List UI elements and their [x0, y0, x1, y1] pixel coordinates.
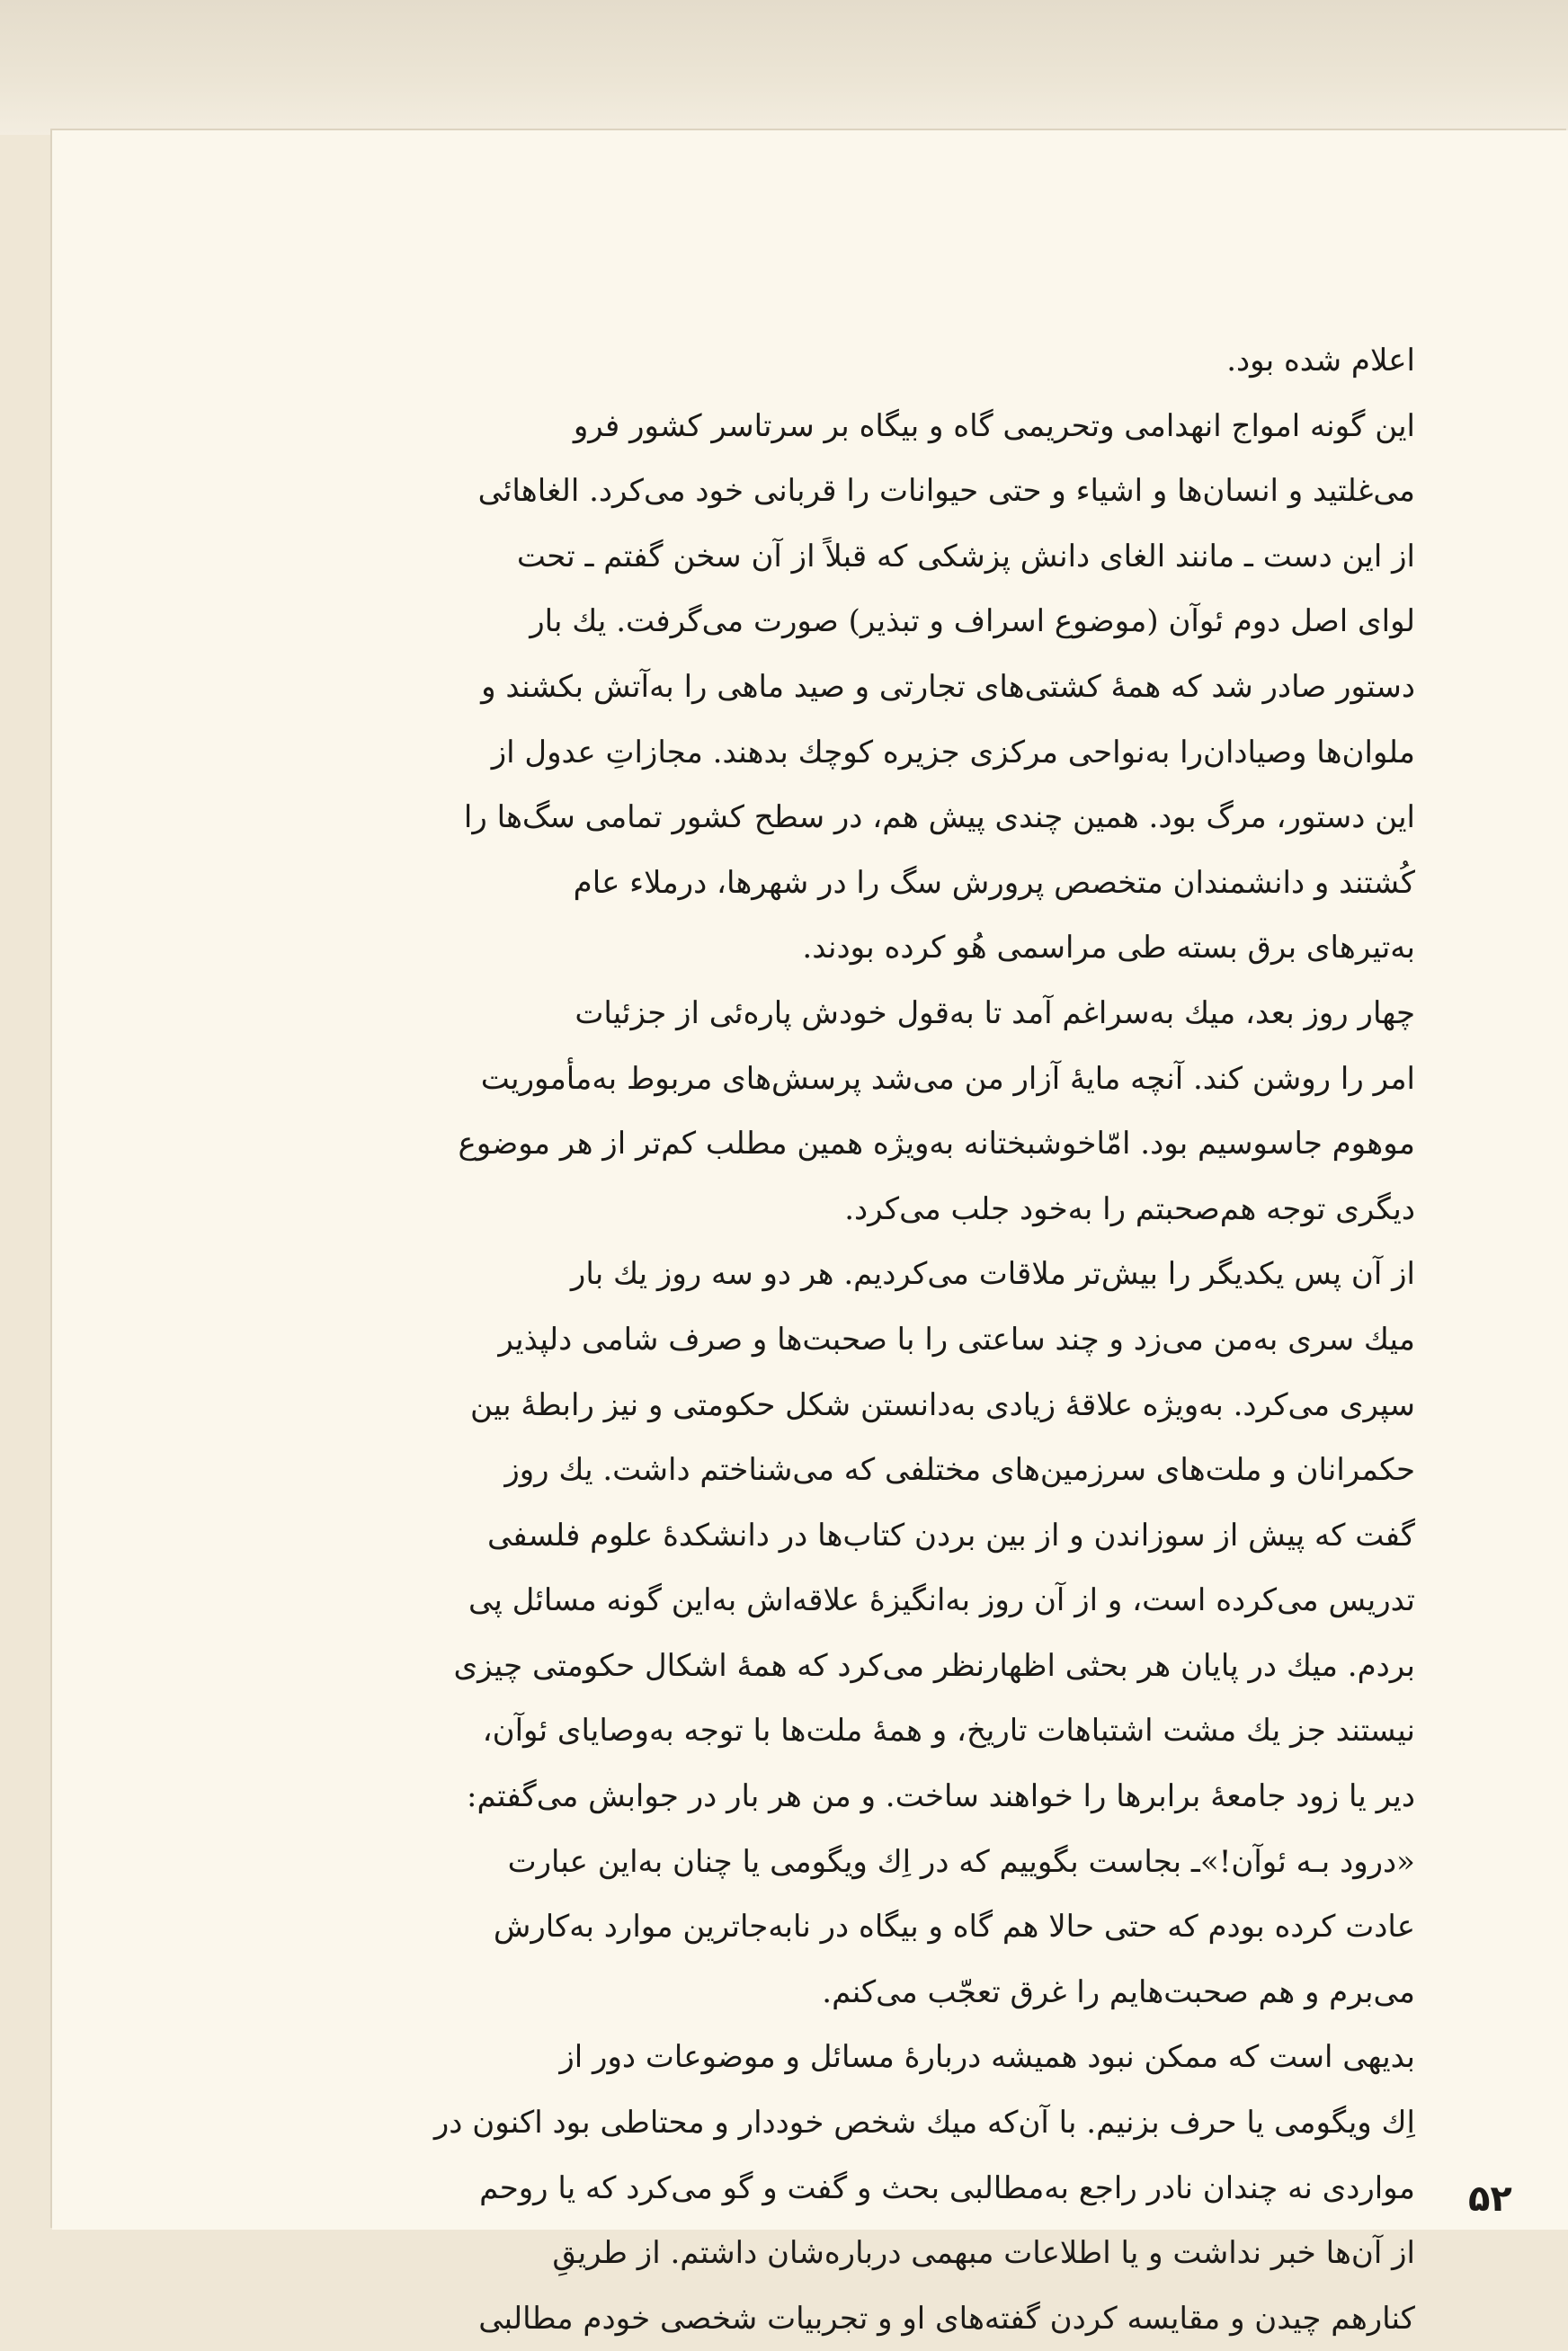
- text-line: این دستور، مرگ بود. همین چندی پیش هم، در سطح کشور تمامی سگ‌ها را: [463, 799, 1415, 836]
- text-line: اِك ویگومی یا حرف بزنیم. با آن‌که میك شخص خوددار و محتاطی بود اکنون در: [433, 2105, 1415, 2142]
- text-line: از آن‌ها خبر نداشت و یا اطلاعات مبهمی درباره‌شان داشتم. از طریقِ: [552, 2235, 1415, 2272]
- text-line: از آن پس یکدیگر را بیش‌تر ملاقات می‌کردیم. هر دو سه روز یك بار: [570, 1256, 1415, 1293]
- book-page: [52, 130, 1568, 2337]
- text-line: از این دست ـ مانند الغای دانش پزشکی که قبلاً از آن سخن گفتم ـ تحت: [516, 538, 1415, 574]
- text-line: حکمرانان و ملت‌های سرزمین‌های مختلفی که می‌شناختم داشت. یك روز: [504, 1452, 1415, 1489]
- text-line: نیستند جز یك مشت اشتباهات تاریخ، و همهٔ ملت‌ها با توجه به‌وصایای ئوآن،: [482, 1713, 1415, 1750]
- text-line: تدریس می‌کرده است، و از آن روز به‌انگیزهٔ علاقه‌اش به‌این گونه مسائل پی: [468, 1582, 1415, 1619]
- text-line: بدیهی است که ممکن نبود همیشه دربارهٔ مسائل و موضوعات دور از: [559, 2039, 1415, 2076]
- text-line: موهوم جاسوسیم بود. امّاخوشبختانه به‌ویژه همین مطلب کم‌تر از هر موضوع: [458, 1126, 1415, 1162]
- text-line: گفت که پیش از سوزاندن و از بین بردن کتاب‌ها در دانشکدهٔ علوم فلسفی: [486, 1517, 1415, 1554]
- text-line: می‌غلتید و انسان‌ها و اشیاء و حتی حیوانات را قربانی خود می‌کرد. الغاهائی: [477, 473, 1415, 510]
- text-line: این گونه امواج انهدامی وتحریمی گاه و بیگاه بر سرتاسر کشور فرو: [573, 407, 1415, 444]
- text-line: ملوان‌ها وصیادان‌را به‌نواحی مرکزی جزیره کوچك بدهند. مجازاتِ عدول از: [491, 734, 1415, 770]
- text-line: چهار روز بعد، میك به‌سراغم آمد تا به‌قول خودش پاره‌ئی از جزئیات: [575, 994, 1415, 1031]
- text-line: «درود بـه ئوآن!»ـ بجاست بگوییم که در اِك ویگومی یا چنان به‌این عبارت: [507, 1843, 1415, 1880]
- text-line: دستور صادر شد که همهٔ کشتی‌های تجارتی و صید ماهی را به‌آتش بکشند و: [481, 668, 1415, 705]
- text-line: عادت کرده بودم که حتی حالا هم گاه و بیگاه در نابه‌جاترین موارد به‌کارش: [493, 1909, 1415, 1946]
- text-line: سپری می‌کرد. به‌ویژه علاقهٔ زیادی به‌دانستن شکل حکومتی و نیز رابطهٔ بین: [470, 1386, 1415, 1423]
- text-line: کُشتند و دانشمندان متخصص پرورش سگ را در شهرها، درملاء عام: [573, 864, 1415, 901]
- text-line: دیر یا زود جامعهٔ برابرها را خواهند ساخت. و من هر بار در جوابش می‌گفتم:: [467, 1778, 1415, 1815]
- text-line: اعلام شده بود.: [1226, 343, 1415, 378]
- text-line: کنارهم چیدن و مقایسه کردن گفته‌های او و تجربیات شخصی خودم مطالبی: [478, 2300, 1415, 2337]
- body-text: [322, 328, 1415, 2351]
- text-line: میك سری به‌من می‌زد و چند ساعتی را با صحبت‌ها و صرف شامی دلپذیر: [498, 1321, 1415, 1358]
- text-line: مواردی نه چندان نادر راجع به‌مطالبی بحث و گفت و گو می‌کرد که یا روحم: [479, 2169, 1415, 2206]
- text-line: می‌برم و هم صحبت‌هایم را غرق تعجّب می‌کنم.: [822, 1973, 1415, 2010]
- text-line: لوای اصل دوم ئوآن (موضوع اسراف و تبذیر) صورت می‌گرفت. یك بار: [530, 603, 1415, 640]
- text-line: دیگری توجه هم‌صحبتم را به‌خود جلب می‌کرد.: [844, 1190, 1415, 1227]
- text-line: بردم. میك در پایان هر بحثی اظهارنظر می‌کرد که همهٔ اشکال حکومتی چیزی: [453, 1647, 1415, 1684]
- text-line: امر را روشن کند. آنچه مایهٔ آزار من می‌شد پرسش‌های مربوط به‌مأموریت: [480, 1060, 1415, 1097]
- text-line: به‌تیرهای برق بسته طی مراسمی هُو کرده بودند.: [802, 930, 1415, 966]
- page-number: ۵۲: [1468, 2178, 1512, 2220]
- scan-top-strip: [0, 0, 1568, 135]
